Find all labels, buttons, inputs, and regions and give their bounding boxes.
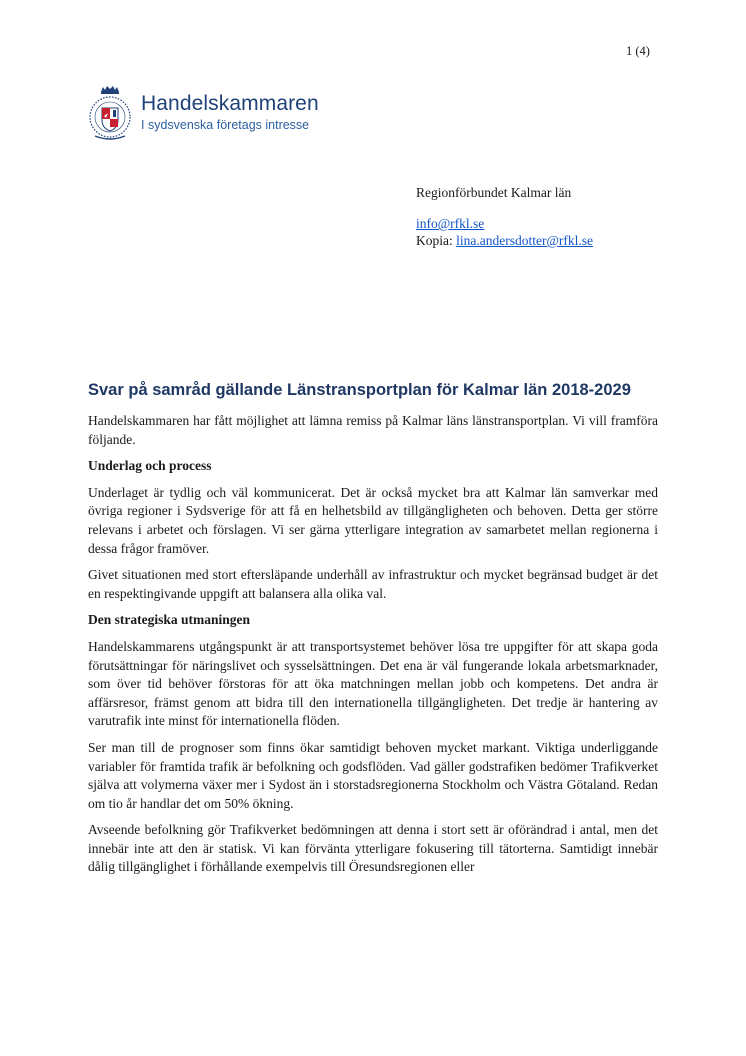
company-logo bbox=[87, 86, 319, 140]
body-paragraph: Avseende befolkning gör Trafikverket bedömningen att denna i stort sett är oförändrad i antal, men det innebär inte att den är statisk. Vi kan förvänta ytterligare fokusering till tätorterna. Samtidigt innebär dålig tillgänglighet i förhållande exempelvis till Öresundsregionen eller bbox=[88, 822, 658, 875]
body-paragraph: Handelskammarens utgångspunkt är att transportsystemet behöver lösa tre uppgifter för att skapa goda förutsättningar för näringslivet och sysselsättningen. Det ena är väl fungerande lokala arbetsmarknader, som över tid behöver förstoras för att öka matchningen mellan jobb och kompetens. Det andra är affärsresor, främst genom att bidra till den internationella tillgängligheten. Det tredje är hantering av varutrafik inte minst för internationella flöden. bbox=[88, 638, 658, 729]
section-heading: Den strategiska utmaningen bbox=[88, 612, 251, 628]
logo-tagline: I sydsvenska företags intresse bbox=[141, 118, 310, 132]
recipient-name: Regionförbundet Kalmar län bbox=[416, 185, 572, 200]
page-number: 1 (4) bbox=[626, 44, 650, 58]
body-paragraph: Underlaget är tydlig och väl kommunicerat. Det är också mycket bra att Kalmar län samverkar med övriga regioner i Sydsverige för att få en helhetsbild av tillgängligheten och behoven. Detta ger större relevans i arbetet och förslagen. Vi ser gärna ytterligare integration av samarbetet mellan regionerna i dessa frågor framöver. bbox=[88, 484, 658, 556]
section-heading: Underlag och process bbox=[88, 458, 212, 474]
body-paragraph: Givet situationen med stort eftersläpande underhåll av infrastruktur och mycket begränsad budget är det en respektingivande uppgift att balansera alla olika val. bbox=[88, 567, 658, 601]
document-body bbox=[88, 380, 658, 885]
copy-email-link[interactable]: lina.andersdotter@rfkl.se bbox=[456, 233, 594, 248]
copy-line bbox=[416, 232, 593, 249]
logo-name: Handelskammaren bbox=[141, 92, 319, 115]
intro-paragraph: Handelskammaren har fått möjlighet att lämna remiss på Kalmar läns länstransportplan. Vi vill framföra följande. bbox=[88, 413, 658, 447]
recipient-email-link[interactable]: info@rfkl.se bbox=[416, 216, 485, 231]
document-title: Svar på samråd gällande Länstransportplan för Kalmar län 2018-2029 bbox=[88, 381, 631, 399]
copy-label: Kopia: bbox=[416, 233, 453, 248]
recipient-block bbox=[416, 184, 593, 249]
body-paragraph: Ser man till de prognoser som finns ökar samtidigt behoven mycket markant. Viktiga underliggande variabler för framtida trafik är befolkning och godsflöden. Vad gäller godstrafiken bedömer Trafikverket själva att volymerna växer mer i Sydost än i storstadsregionerna Stockholm och Västra Götaland. Redan om tio år handlar det om 50% ökning. bbox=[88, 739, 658, 811]
chamber-of-commerce-crest-icon bbox=[87, 86, 133, 140]
